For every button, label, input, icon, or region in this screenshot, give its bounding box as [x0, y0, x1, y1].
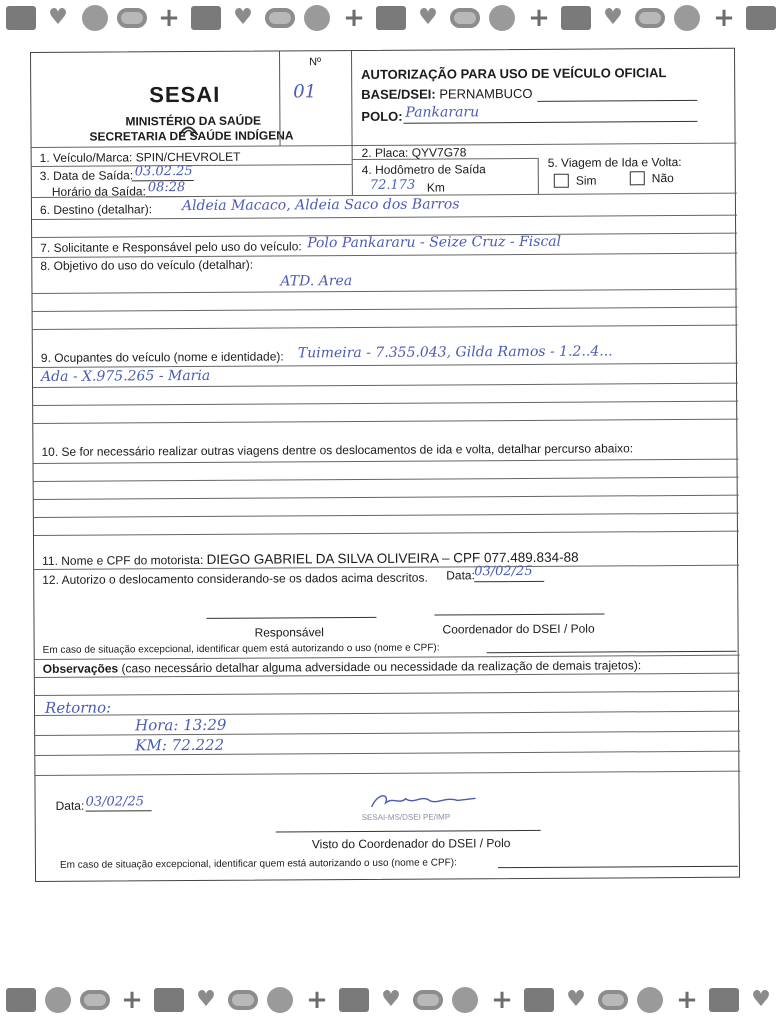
ocupantes-value-1: Tuimeira - 7.355.043, Gilda Ramos - 1.2..4... [297, 343, 613, 362]
final-data-label: Data: [55, 798, 85, 813]
final-data-value: 03/02/25 [85, 794, 145, 810]
hodometro-value: 72.173 [369, 177, 416, 193]
retorno-label: Retorno: [44, 698, 112, 717]
heart-icon: ♥ [381, 987, 401, 1012]
form-title: AUTORIZAÇÃO PARA USO DE VEÍCULO OFICIAL [361, 65, 667, 82]
heart-icon: ♥ [48, 5, 68, 30]
square-icon [374, 5, 408, 31]
observacoes-label: Observações [42, 661, 119, 676]
coordinator-signature-icon [366, 788, 486, 815]
plus-icon: + [528, 3, 550, 33]
sim-checkbox[interactable] [554, 174, 569, 188]
motorista-label: 11. Nome e CPF do motorista: [42, 552, 204, 568]
autorizo-label: 12. Autorizo o deslocamento considerando-se os dados acima descritos. [42, 570, 428, 587]
veiculo-label: 1. Veículo/Marca: [39, 150, 133, 165]
circle-icon [263, 987, 297, 1013]
objetivo-value: ATD. Area [280, 273, 353, 290]
responsavel-label: Responsável [254, 625, 324, 640]
destino-value: Aldeia Macaco, Aldeia Saco dos Barros [181, 196, 460, 215]
pill-icon [633, 5, 667, 31]
ocupantes-label: 9. Ocupantes do veículo (nome e identidade): [40, 349, 284, 365]
base-field [361, 86, 532, 102]
square-icon [337, 987, 371, 1013]
ministry-name: MINISTÉRIO DA SAÚDE [125, 113, 262, 129]
secretariat-name: SECRETARIA DE SAÚDE INDÍGENA [89, 128, 294, 144]
retorno-km: KM: 72.222 [135, 735, 225, 755]
circle-icon [300, 5, 334, 31]
square-icon [4, 987, 38, 1013]
base-label: BASE/DSEI: [361, 86, 436, 102]
pill-icon [226, 987, 260, 1013]
square-icon [189, 5, 223, 31]
heart-icon: ♥ [418, 5, 438, 30]
data-saida-value: 03.02.25 [134, 164, 193, 180]
circle-icon [41, 987, 75, 1013]
square-icon [707, 987, 741, 1013]
horario-saida-value: 08:28 [147, 180, 186, 196]
pill-icon [78, 987, 112, 1013]
circle-icon [670, 5, 704, 31]
heart-icon: ♥ [196, 987, 216, 1012]
outras-viagens-label: 10. Se for necessário realizar outras viagens dentre os deslocamentos de ida e volta, detalhar percurso abaixo: [41, 441, 634, 459]
viagem-label: 5. Viagem de Ida e Volta: [547, 155, 682, 170]
square-icon [152, 987, 186, 1013]
pill-icon [263, 5, 297, 31]
circle-icon [633, 987, 667, 1013]
polo-value: Pankararu [405, 104, 480, 121]
excecao-label-1: Em caso de situação excepcional, identificar quem está autorizando o uso (nome e CPF): [42, 642, 440, 656]
sim-label: Sim [575, 173, 597, 188]
heart-icon: ♥ [233, 5, 253, 30]
heart-icon: ♥ [603, 5, 623, 30]
nao-label: Não [651, 171, 674, 186]
form-number: 01 [293, 81, 317, 103]
solicitante-label: 7. Solicitante e Responsável pelo uso do veículo: [40, 239, 302, 255]
org-logo-text: SESAI [149, 81, 221, 108]
pill-icon [115, 5, 149, 31]
polo-label: POLO: [361, 108, 403, 124]
hodometro-unit: Km [426, 180, 445, 195]
destino-label: 6. Destino (detalhar): [39, 202, 153, 217]
hodometro-label: 4. Hodômetro de Saída [361, 162, 486, 177]
decorative-band-top [0, 0, 768, 36]
data-saida-label: 3. Data de Saída: [39, 168, 134, 183]
autorizo-data-value: 03/02/25 [474, 563, 533, 580]
visto-label: Visto do Coordenador do DSEI / Polo [311, 836, 511, 852]
placa-value: QYV7G78 [411, 145, 467, 160]
motorista-value: DIEGO GABRIEL DA SILVA OLIVEIRA – CPF 077.489.834-88 [206, 549, 579, 567]
coordinator-stamp: SESAI-MS/DSEI PE/IMP [361, 812, 451, 822]
veiculo-field [40, 150, 241, 165]
pill-icon [448, 5, 482, 31]
solicitante-value: Polo Pankararu - Seize Cruz - Fiscal [307, 233, 562, 252]
decorative-band-bottom [0, 978, 771, 1022]
heart-icon: ♥ [751, 987, 771, 1012]
circle-icon [485, 5, 519, 31]
plus-icon: + [306, 985, 328, 1015]
circle-icon [448, 987, 482, 1013]
circle-icon [78, 5, 112, 31]
veiculo-value: SPIN/CHEVROLET [135, 149, 241, 165]
number-label: Nº [309, 56, 322, 69]
base-value: PERNAMBUCO [439, 85, 533, 102]
autorizo-data-label: Data: [446, 568, 475, 583]
pill-icon [596, 987, 630, 1013]
excecao-label-2: Em caso de situação excepcional, identificar quem está autorizando o uso (nome e CPF): [59, 857, 457, 871]
square-icon [744, 5, 778, 31]
square-icon [559, 5, 593, 31]
pill-icon [411, 987, 445, 1013]
heart-icon: ♥ [566, 987, 586, 1012]
horario-saida-label: Horário da Saída: [51, 184, 146, 199]
nao-checkbox[interactable] [630, 171, 645, 185]
vehicle-authorization-form [30, 48, 740, 882]
square-icon [522, 987, 556, 1013]
plus-icon: + [676, 985, 698, 1015]
square-icon [4, 5, 38, 31]
plus-icon: + [343, 3, 365, 33]
coordenador-label: Coordenador do DSEI / Polo [442, 621, 595, 637]
objetivo-label: 8. Objetivo do uso do veículo (detalhar): [40, 257, 254, 273]
plus-icon: + [491, 985, 513, 1015]
plus-icon: + [713, 3, 735, 33]
ocupantes-value-2: Ada - X.975.265 - Maria [40, 367, 211, 385]
placa-label: 2. Placa: [361, 145, 409, 160]
retorno-hora: Hora: 13:29 [135, 715, 227, 735]
observacoes-hint: (caso necessário detalhar alguma adversidade ou necessidade da realização de demais trajetos): [121, 658, 642, 676]
plus-icon: + [158, 3, 180, 33]
plus-icon: + [121, 985, 143, 1015]
